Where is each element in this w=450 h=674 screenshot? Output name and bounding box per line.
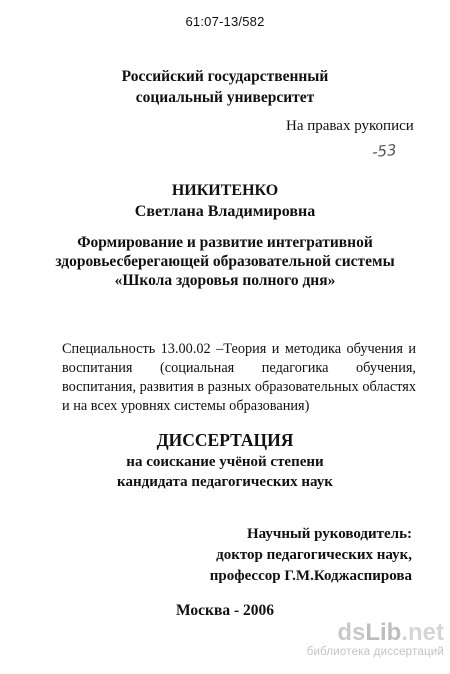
university-name [0,66,450,108]
city-year: Москва - 2006 [175,602,275,619]
author-surname: НИКИТЕНКО [171,182,279,199]
handwritten-mark: -53 [371,140,398,162]
watermark-subtitle: библиотека диссертаций [306,646,444,658]
author-given-names: Светлана Владимировна [134,203,316,220]
dissertation-title [0,233,450,290]
rights-note: На правах рукописи [286,118,414,134]
supervisor-name: профессор Г.М.Коджаспирова [209,568,412,584]
watermark-logo [307,620,444,646]
specialty-paragraph: Специальность 13.00.02 –Теория и методика обучения и воспитания (социальная педагогика обучения, воспитания, развития в разных образовательных областях и на всех уровнях системы образования) [62,341,416,414]
supervisor-block [210,524,412,587]
work-type-title: ДИССЕРТАЦИЯ [156,430,294,450]
title-line-1: Формирование и развитие интегративной [77,234,373,251]
shelf-code: 61:07-13/582 [185,14,265,29]
title-line-2: здоровьесберегающей образовательной системы [55,253,395,270]
degree-line-2: кандидата педагогических наук [117,474,333,490]
supervisor-degree: доктор педагогических наук, [216,547,412,563]
watermark [307,620,444,658]
university-line-2: социальный университет [135,89,315,106]
watermark-logo-lib: Lib [365,619,402,646]
title-line-3: «Школа здоровья полного дня» [114,272,336,289]
author-block [0,180,450,222]
degree-line-1: на соискание учёной степени [126,454,324,470]
degree-block [0,452,450,492]
watermark-logo-net: .net [401,619,444,646]
supervisor-label: Научный руководитель: [247,526,412,542]
university-line-1: Российский государственный [121,68,329,85]
watermark-logo-ds: ds [337,619,366,646]
